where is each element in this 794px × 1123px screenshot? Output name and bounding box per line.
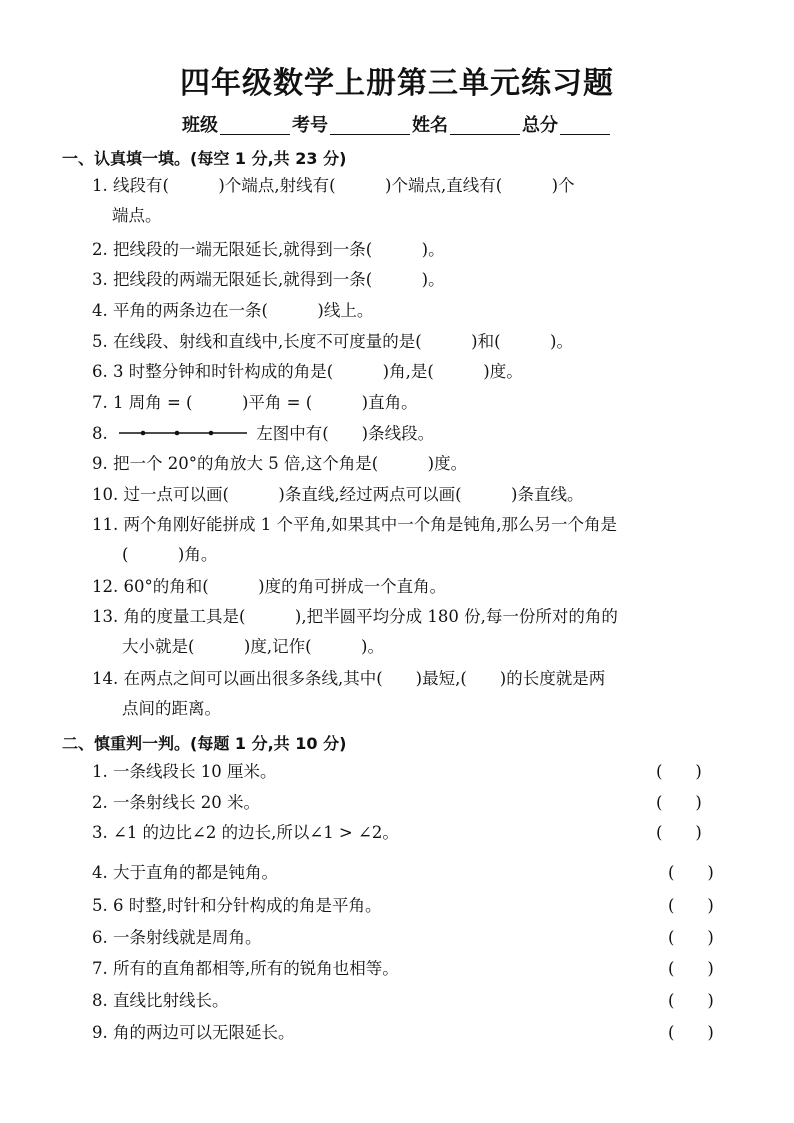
line-segment-figure bbox=[117, 427, 249, 439]
total-blank[interactable] bbox=[560, 116, 610, 135]
question-text: 左图中有( )条线段。 bbox=[256, 424, 435, 443]
question-1-5 bbox=[92, 327, 722, 357]
question-text: 10. 过一点可以画( )条直线,经过两点可以画( )条直线。 bbox=[92, 485, 584, 504]
question-1-13 bbox=[92, 602, 722, 662]
answer-parentheses[interactable]: ( ) bbox=[668, 959, 714, 978]
class-label: 班级 bbox=[182, 115, 218, 136]
question-1-10 bbox=[92, 480, 722, 510]
judge-question-8: 8. 直线比射线长。 bbox=[92, 991, 229, 1010]
answer-parentheses[interactable]: ( ) bbox=[668, 896, 714, 915]
question-1-8 bbox=[92, 419, 722, 449]
question-1-2 bbox=[92, 235, 722, 265]
question-text: 12. 60°的角和( )度的角可拼成一个直角。 bbox=[92, 577, 447, 596]
exam-no-blank[interactable] bbox=[330, 116, 410, 135]
judge-question-6: 6. 一条射线就是周角。 bbox=[92, 928, 262, 947]
question-1-1 bbox=[92, 171, 722, 231]
question-text: 9. 把一个 20°的角放大 5 倍,这个角是( )度。 bbox=[92, 454, 468, 473]
segment-point bbox=[175, 431, 180, 436]
question-text: 4. 平角的两条边在一条( )线上。 bbox=[92, 301, 374, 320]
judge-question-9: 9. 角的两边可以无限延长。 bbox=[92, 1023, 295, 1042]
answer-parentheses[interactable]: ( ) bbox=[668, 928, 714, 947]
section-2-heading: 二、慎重判一判。(每题 1 分,共 10 分) bbox=[62, 734, 347, 753]
name-label: 姓名 bbox=[412, 115, 448, 136]
question-1-4 bbox=[92, 296, 722, 326]
question-1-14 bbox=[92, 664, 722, 724]
question-number: 8. bbox=[92, 424, 108, 443]
question-text-continued: 点间的距离。 bbox=[122, 699, 221, 718]
class-blank[interactable] bbox=[220, 116, 290, 135]
question-text: 3. 把线段的两端无限延长,就得到一条( )。 bbox=[92, 270, 445, 289]
question-text: 13. 角的度量工具是( ),把半圆平均分成 180 份,每一份所对的角的 bbox=[92, 607, 618, 626]
segment-point bbox=[141, 431, 146, 436]
answer-parentheses[interactable]: ( ) bbox=[656, 823, 702, 842]
judge-question-4: 4. 大于直角的都是钝角。 bbox=[92, 863, 278, 882]
judge-question-1: 1. 一条线段长 10 厘米。 bbox=[92, 762, 277, 781]
question-1-12 bbox=[92, 572, 722, 602]
question-text: 14. 在两点之间可以画出很多条线,其中( )最短,( )的长度就是两 bbox=[92, 669, 606, 688]
total-label: 总分 bbox=[522, 115, 558, 136]
exam-no-label: 考号 bbox=[292, 115, 328, 136]
question-1-3 bbox=[92, 265, 722, 295]
question-text-continued: 大小就是( )度,记作( )。 bbox=[122, 637, 384, 656]
question-text: 1. 线段有( )个端点,射线有( )个端点,直线有( )个 bbox=[92, 176, 575, 195]
question-text: 11. 两个角刚好能拼成 1 个平角,如果其中一个角是钝角,那么另一个角是 bbox=[92, 515, 617, 534]
question-1-9 bbox=[92, 449, 722, 479]
judge-question-7: 7. 所有的直角都相等,所有的锐角也相等。 bbox=[92, 959, 399, 978]
answer-parentheses[interactable]: ( ) bbox=[668, 991, 714, 1010]
question-1-11 bbox=[92, 510, 722, 570]
section-1-heading: 一、认真填一填。(每空 1 分,共 23 分) bbox=[62, 149, 347, 168]
question-text: 6. 3 时整分钟和时针构成的角是( )角,是( )度。 bbox=[92, 362, 523, 381]
judge-question-2: 2. 一条射线长 20 米。 bbox=[92, 793, 260, 812]
question-text: 7. 1 周角 = ( )平角 = ( )直角。 bbox=[92, 393, 418, 412]
question-text: 5. 在线段、射线和直线中,长度不可度量的是( )和( )。 bbox=[92, 332, 573, 351]
question-1-7 bbox=[92, 388, 722, 418]
name-blank[interactable] bbox=[450, 116, 520, 135]
question-1-6 bbox=[92, 357, 722, 387]
answer-parentheses[interactable]: ( ) bbox=[668, 1023, 714, 1042]
answer-parentheses[interactable]: ( ) bbox=[656, 793, 702, 812]
page-title: 四年级数学上册第三单元练习题 bbox=[180, 66, 614, 101]
judge-question-3: 3. ∠1 的边比∠2 的边长,所以∠1 > ∠2。 bbox=[92, 823, 399, 842]
question-text-continued: 端点。 bbox=[112, 206, 162, 225]
answer-parentheses[interactable]: ( ) bbox=[668, 863, 714, 882]
question-text-continued: ( )角。 bbox=[122, 545, 218, 564]
segment-point bbox=[209, 431, 214, 436]
student-info-row bbox=[0, 111, 794, 137]
judge-question-5: 5. 6 时整,时针和分针构成的角是平角。 bbox=[92, 896, 382, 915]
question-text: 2. 把线段的一端无限延长,就得到一条( )。 bbox=[92, 240, 445, 259]
answer-parentheses[interactable]: ( ) bbox=[656, 762, 702, 781]
